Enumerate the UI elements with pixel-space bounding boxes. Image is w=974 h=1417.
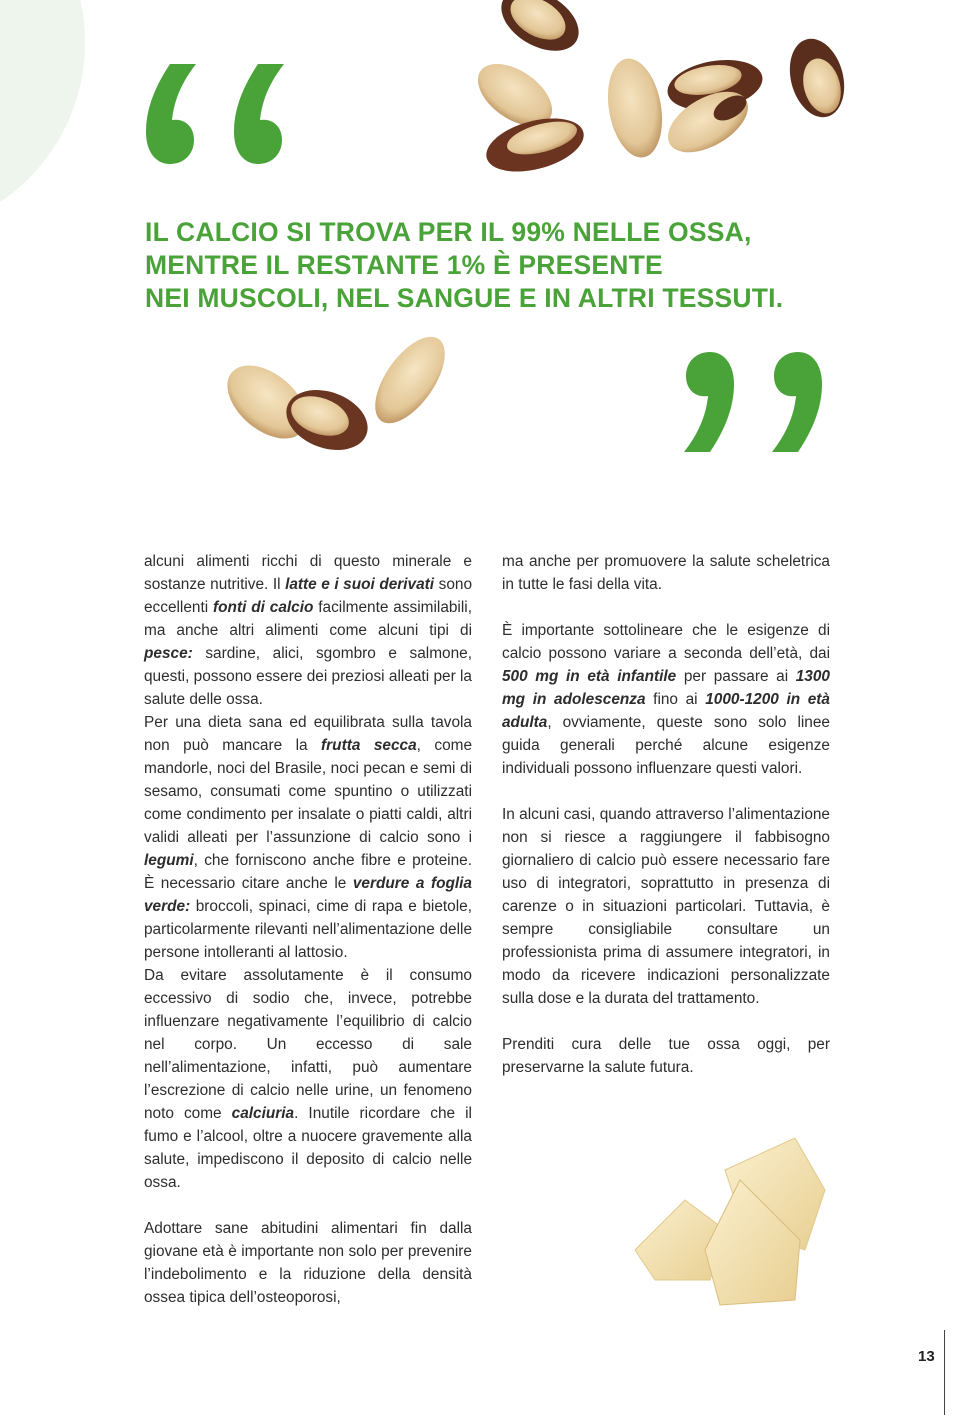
pull-quote-line: NEI MUSCOLI, NEL SANGUE E IN ALTRI TESSUTI. (145, 283, 784, 313)
pull-quote-line: IL CALCIO SI TROVA PER IL 99% NELLE OSSA, (145, 217, 752, 247)
parmesan-cheese-image (625, 1130, 835, 1320)
left-column (144, 550, 472, 1309)
close-quote-icon (678, 348, 828, 458)
paragraph: Per una dieta sana ed equilibrata sulla tavola non può mancare la frutta secca, come mandorle, noci del Brasile, noci pecan e semi di sesamo, consumati come spuntino o utilizzati come condimento per insalate o piatti caldi, altri validi alleati per l’assunzione di calcio sono i legumi, che forniscono anche fibre e proteine. È necessario citare anche le verdure a foglia verde: broccoli, spinaci, cime di rapa e bietole, particolarmente rilevanti nell’alimentazione delle persone intolleranti al lattosio. (144, 714, 473, 961)
paragraph: Adottare sane abitudini alimentari fin dalla giovane età è importante non solo per prevenire l’indebolimento e la riduzione della densità ossea tipica dell’osteoporosi, (144, 1220, 472, 1306)
paragraph: ma anche per promuovere la salute scheletrica in tutte le fasi della vita. (502, 553, 830, 593)
paragraph: alcuni alimenti ricchi di questo minerale e sostanze nutritive. Il latte e i suoi derivati sono eccellenti fonti di calcio facilmente assimilabili, ma anche altri alimenti come alcuni tipi di pesce: sardine, alici, sgombro e salmone, questi, possono essere dei preziosi alleati per la salute delle ossa. (144, 553, 473, 708)
brazil-nuts-image (215, 330, 455, 460)
brazil-nuts-image (460, 0, 860, 185)
paragraph: In alcuni casi, quando attraverso l’alimentazione non si riesce a raggiungere il fabbisogno giornaliero di calcio può essere necessario fare uso di integratori, soprattutto in presenza di carenze o in situazioni particolari. Tuttavia, è sempre consigliabile consultare un professionista prima di assumere integratori, in modo da ricevere indicazioni personalizzate sulla dose e la durata del trattamento. (502, 806, 830, 1007)
page-number: 13 (918, 1348, 935, 1365)
background-circle (0, 0, 85, 235)
paragraph: Prenditi cura delle tue ossa oggi, per preservarne la salute futura. (502, 1036, 830, 1076)
pull-quote-line: MENTRE IL RESTANTE 1% È PRESENTE (145, 250, 663, 280)
right-column (502, 550, 830, 1079)
page-divider (944, 1330, 945, 1415)
open-quote-icon (140, 60, 290, 170)
paragraph: È importante sottolineare che le esigenze di calcio possono variare a seconda dell’età, dai 500 mg in età infantile per passare ai 1300 mg in adolescenza fino ai 1000-1200 in età adulta, ovviamente, queste sono solo linee guida generali perché alcune esigenze individuali possono influenzare questi valori. (502, 622, 830, 777)
pull-quote (145, 216, 905, 315)
paragraph: Da evitare assolutamente è il consumo eccessivo di sodio che, invece, potrebbe influenzare negativamente l’equilibrio di calcio nel corpo. Un eccesso di sale nell’alimentazione, infatti, può aumentare l’escrezione di calcio nelle urine, un fenomeno noto come calciuria. Inutile ricordare che il fumo e l’alcool, oltre a nuocere gravemente alla salute, impediscono il deposito di calcio nelle ossa. (144, 967, 472, 1191)
